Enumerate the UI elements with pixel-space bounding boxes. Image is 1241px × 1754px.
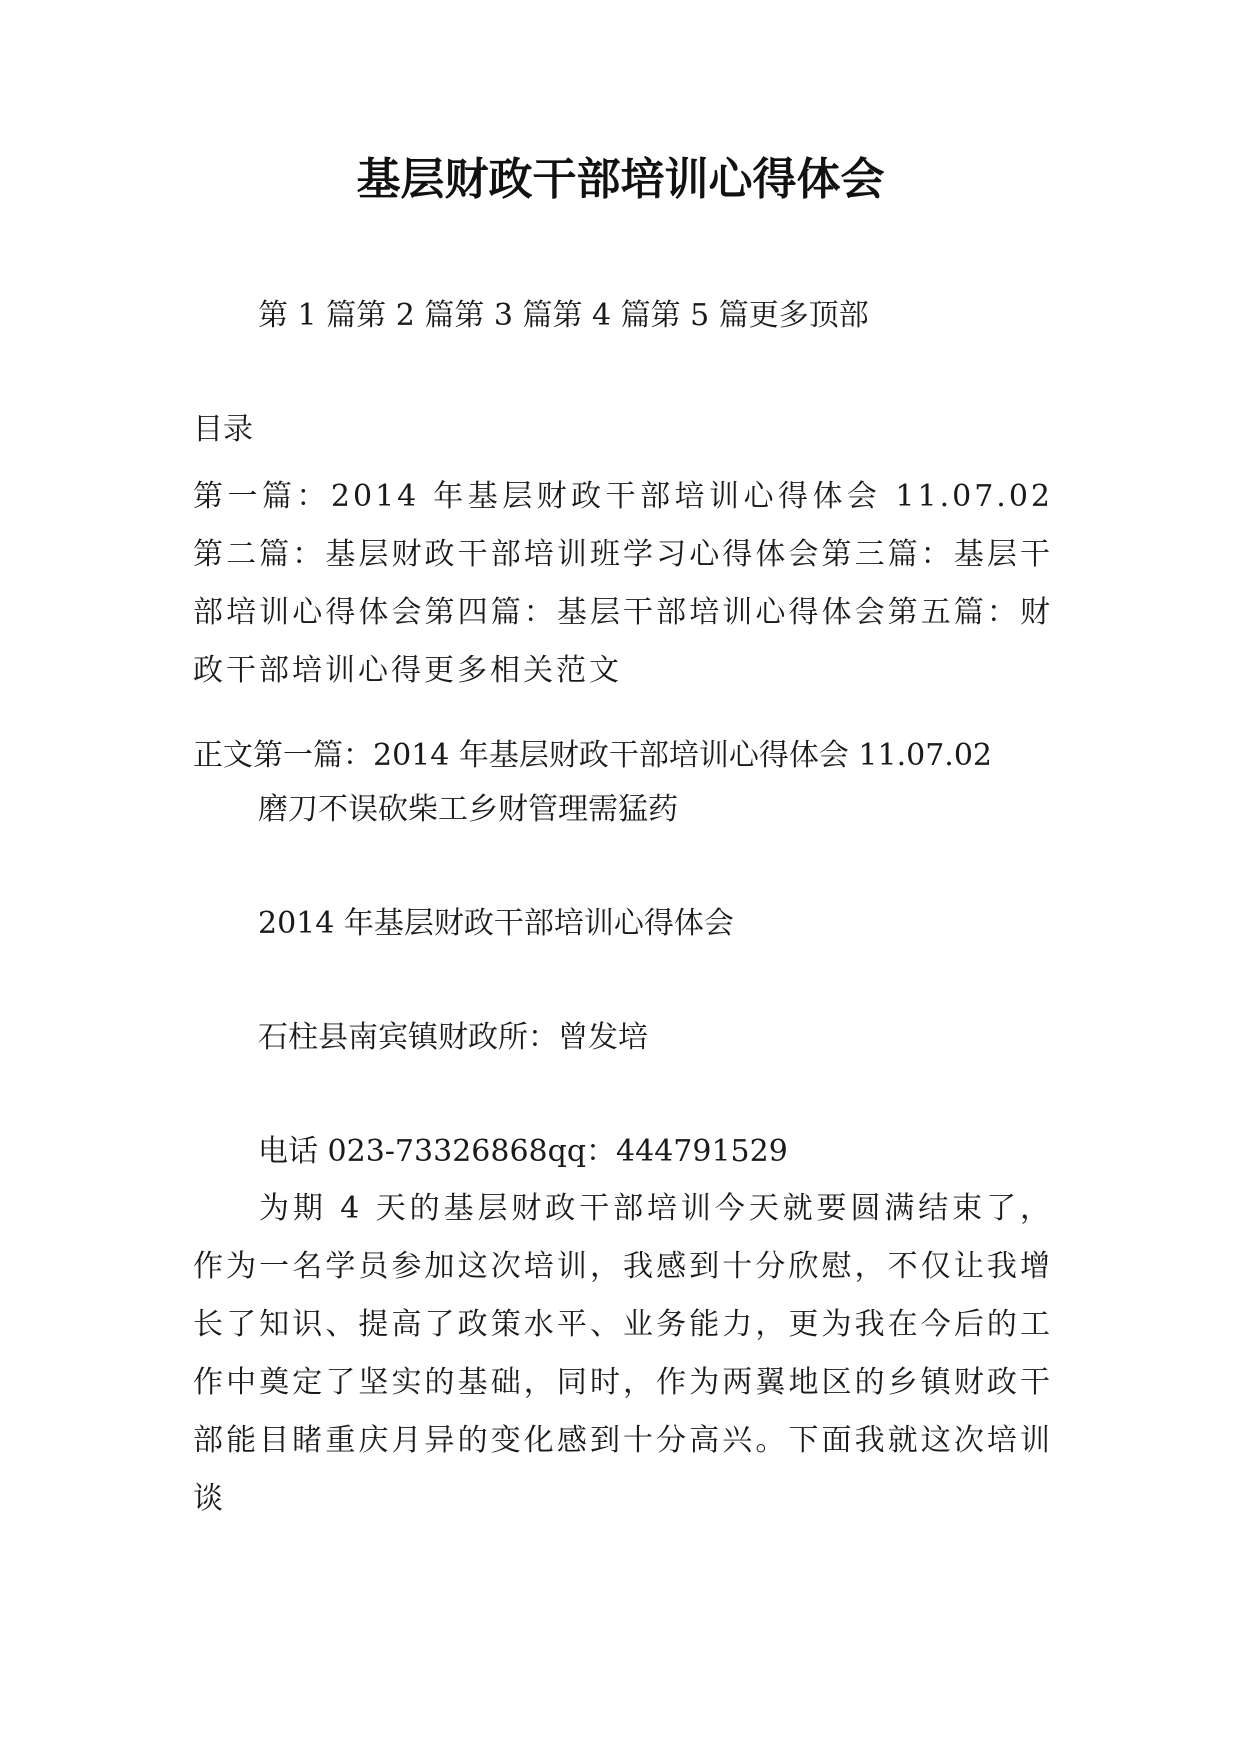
article-subtitle: 磨刀不误砍柴工乡财管理需猛药	[258, 792, 678, 827]
body-paragraph: 为期 4 天的基层财政干部培训今天就要圆满结束了，作为一名学员参加这次培训，我感到十分欣慰，不仅让我增长了知识、提高了政策水平、业务能力，更为我在今后的工作中奠定了坚实的基础，同时，作为两翼地区的乡镇财政干部能目睹重庆月异的变化感到十分高兴。下面我就这次培训谈	[193, 1191, 1053, 1516]
author-line: 石柱县南宾镇财政所：曾发培	[258, 1020, 648, 1055]
contact-line: 电话 023-73326868qq：444791529	[258, 1134, 788, 1169]
chapter-nav-line: 第 1 篇第 2 篇第 3 篇第 4 篇第 5 篇更多顶部	[258, 298, 869, 333]
toc-text: 第一篇：2014 年基层财政干部培训心得体会 11.07.02 第二篇：基层财政干部培训班学习心得体会第三篇：基层干部培训心得体会第四篇：基层干部培训心得体会第五篇：财政干部培训心得更多相关范文	[193, 479, 1053, 688]
body-heading: 正文第一篇：2014 年基层财政干部培训心得体会 11.07.02	[193, 738, 993, 773]
toc-heading: 目录	[193, 412, 253, 447]
document-title: 基层财政干部培训心得体会	[356, 154, 885, 205]
article-title: 2014 年基层财政干部培训心得体会	[258, 906, 734, 941]
